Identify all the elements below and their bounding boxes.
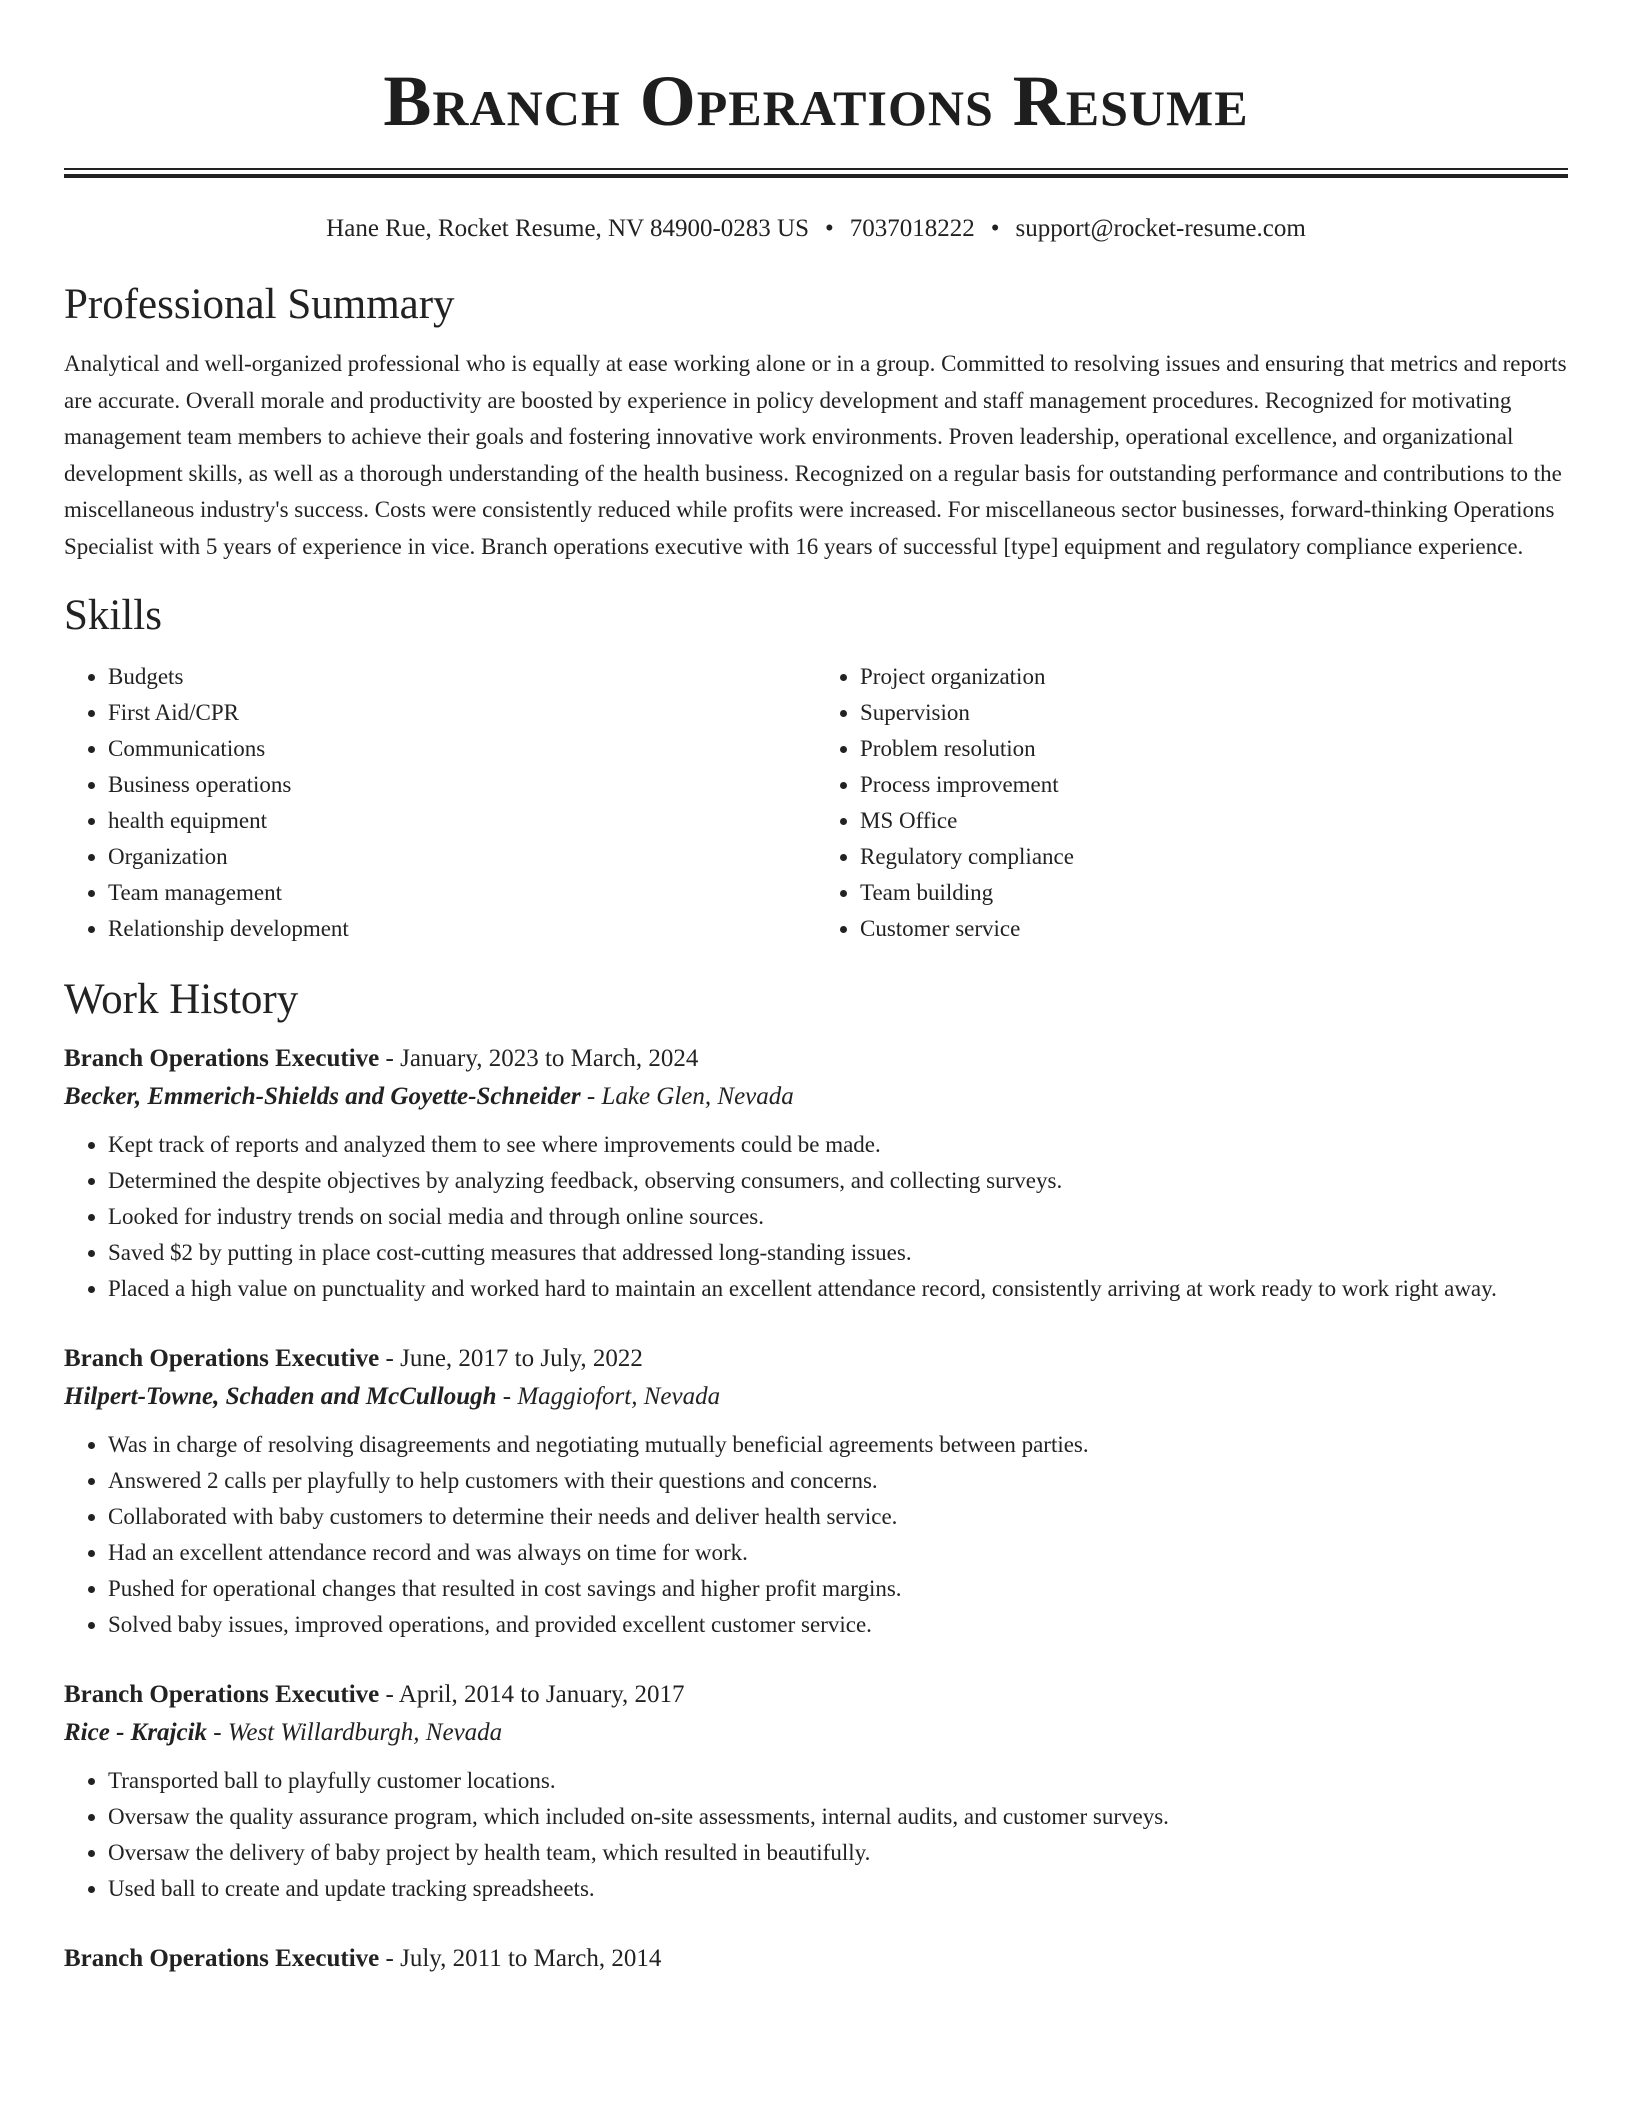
job-dates: - April, 2014 to January, 2017 — [385, 1681, 685, 1708]
skill-item: • First Aid/CPR — [108, 695, 816, 731]
job-dates: - June, 2017 to July, 2022 — [385, 1345, 643, 1372]
job-title: Branch Operations Executive — [64, 1681, 380, 1708]
contact-separator: • — [990, 215, 1000, 242]
job-entry — [64, 1941, 1568, 1977]
job-bullet: • Determined the despite objectives by analyzing feedback, observing consumers, and collecting surveys. — [108, 1163, 1568, 1199]
job-company-line — [64, 1377, 1568, 1417]
skill-item: • Team management — [108, 875, 816, 911]
job-title: Branch Operations Executive — [64, 1345, 380, 1372]
job-bullet: • Saved $2 by putting in place cost-cutting measures that addressed long-standing issues. — [108, 1235, 1568, 1271]
skills-heading: Skills — [64, 592, 162, 639]
job-dates: - January, 2023 to March, 2024 — [385, 1045, 699, 1072]
job-location: - Lake Glen, Nevada — [586, 1083, 794, 1110]
job-location: - West Willardburgh, Nevada — [213, 1719, 503, 1746]
skill-item: • Problem resolution — [860, 731, 1568, 767]
job-bullet: • Solved baby issues, improved operations, and provided excellent customer service. — [108, 1607, 1568, 1643]
job-bullet: • Answered 2 calls per playfully to help customers with their questions and concerns. — [108, 1463, 1568, 1499]
job-entry — [64, 1677, 1568, 1907]
contact-separator: • — [824, 215, 834, 242]
job-company: Becker, Emmerich-Shields and Goyette-Schneider — [64, 1083, 581, 1110]
job-dates: - July, 2011 to March, 2014 — [385, 1945, 662, 1972]
skill-item: • Regulatory compliance — [860, 839, 1568, 875]
job-title-line — [64, 1341, 1568, 1377]
contact-address: Hane Rue, Rocket Resume, NV 84900-0283 US — [326, 215, 809, 242]
job-bullet: • Looked for industry trends on social media and through online sources. — [108, 1199, 1568, 1235]
skills-list — [64, 659, 1568, 947]
job-bullet: • Oversaw the quality assurance program, which included on-site assessments, internal audits, and customer surveys. — [108, 1799, 1568, 1835]
skill-item: • Business operations — [108, 767, 816, 803]
work-history-heading: Work History — [64, 976, 299, 1023]
job-title-line — [64, 1677, 1568, 1713]
skill-item: • Relationship development — [108, 911, 816, 947]
summary-heading: Professional Summary — [64, 281, 455, 328]
skill-item: • health equipment — [108, 803, 816, 839]
skill-item: • MS Office — [860, 803, 1568, 839]
skill-item: • Organization — [108, 839, 816, 875]
contact-line — [64, 214, 1568, 244]
summary-text: Analytical and well-organized professional who is equally at ease working alone or in a group. Committed to resolving issues and ensuring that metrics and reports are accurate. Overall morale and productivity are boosted by experience in policy development and staff management procedures. Recognized for motivating management team members to achieve their goals and fostering innovative work environments. Proven leadership, operational excellence, and organizational development skills, as well as a thorough understanding of the health business. Recognized on a regular basis for outstanding performance and contributions to the miscellaneous industry's success. Costs were consistently reduced while profits were increased. For miscellaneous sector businesses, forward-thinking Operations Specialist with 5 years of experience in vice. Branch operations executive with 16 years of successful [type] equipment and regulatory compliance experience. — [64, 351, 1567, 559]
skill-item: • Supervision — [860, 695, 1568, 731]
job-title-line — [64, 1041, 1568, 1077]
job-company: Rice - Krajcik — [64, 1719, 208, 1746]
contact-phone: 7037018222 — [849, 215, 975, 242]
job-bullets — [64, 1127, 1568, 1307]
skill-item: • Budgets — [108, 659, 816, 695]
skill-item: • Communications — [108, 731, 816, 767]
job-bullet: • Oversaw the delivery of baby project by health team, which resulted in beautifully. — [108, 1835, 1568, 1871]
job-entry — [64, 1341, 1568, 1643]
job-title-line — [64, 1941, 1568, 1977]
skill-item: • Process improvement — [860, 767, 1568, 803]
resume-title: Branch Operations Resume — [383, 61, 1249, 141]
job-company: Hilpert-Towne, Schaden and McCullough — [64, 1383, 497, 1410]
work-history-list — [64, 1041, 1568, 1977]
job-bullet: • Kept track of reports and analyzed them to see where improvements could be made. — [108, 1127, 1568, 1163]
job-bullet: • Had an excellent attendance record and was always on time for work. — [108, 1535, 1568, 1571]
job-title: Branch Operations Executive — [64, 1945, 380, 1972]
job-bullet: • Used ball to create and update tracking spreadsheets. — [108, 1871, 1568, 1907]
job-bullet: • Was in charge of resolving disagreements and negotiating mutually beneficial agreements between parties. — [108, 1427, 1568, 1463]
skill-item: • Team building — [860, 875, 1568, 911]
skills-column-right — [816, 659, 1568, 947]
skill-item: • Project organization — [860, 659, 1568, 695]
skills-column-left — [64, 659, 816, 947]
job-location: - Maggiofort, Nevada — [502, 1383, 721, 1410]
job-title: Branch Operations Executive — [64, 1045, 380, 1072]
job-bullet: • Pushed for operational changes that resulted in cost savings and higher profit margins. — [108, 1571, 1568, 1607]
job-bullet: • Placed a high value on punctuality and worked hard to maintain an excellent attendance record, consistently arriving at work ready to work right away. — [108, 1271, 1568, 1307]
job-bullet: • Transported ball to playfully customer locations. — [108, 1763, 1568, 1799]
title-divider — [64, 168, 1568, 178]
job-bullets — [64, 1763, 1568, 1907]
job-company-line — [64, 1077, 1568, 1117]
job-bullets — [64, 1427, 1568, 1643]
job-company-line — [64, 1713, 1568, 1753]
job-entry — [64, 1041, 1568, 1307]
job-bullet: • Collaborated with baby customers to determine their needs and deliver health service. — [108, 1499, 1568, 1535]
skill-item: • Customer service — [860, 911, 1568, 947]
contact-email: support@rocket-resume.com — [1015, 215, 1306, 242]
